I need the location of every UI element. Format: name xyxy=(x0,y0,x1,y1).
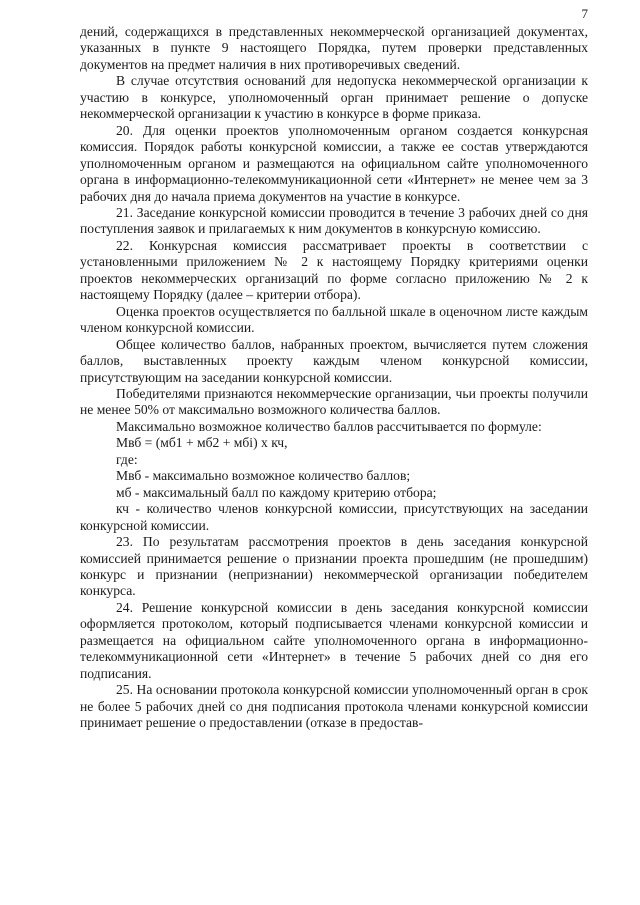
paragraph-24: 24. Решение конкурсной комиссии в день заседания конкурсной комиссии оформляется протоколом, который подписывается членами конкурсной комиссии и размещается на официальном сайте уполномоченного органа в информационно-телекоммуникационной сети «Интернет» в течение 5 рабочих дней со дня его подписания. xyxy=(80,599,588,681)
document-body xyxy=(80,24,588,731)
paragraph-total-score: Общее количество баллов, набранных проектом, вычисляется путем сложения баллов, выставленных проекту каждым членом конкурсной комиссии, присутствующим на заседании конкурсной комиссии. xyxy=(80,336,588,385)
paragraph-25: 25. На основании протокола конкурсной комиссии уполномоченный орган в срок не более 5 рабочих дней со дня подписания протокола членами конкурсной комиссии принимает решение о предоставлении (отказе в предостав- xyxy=(80,682,588,731)
paragraph-evaluation: Оценка проектов осуществляется по балльной шкале в оценочном листе каждым членом конкурсной комиссии. xyxy=(80,303,588,336)
legend-item: Мвб - максимально возможное количество баллов; xyxy=(116,468,411,484)
paragraph-22: 22. Конкурсная комиссия рассматривает проекты в соответствии с установленными приложением № 2 к настоящему Порядку критериями оценки проектов некоммерческих организаций по форме согласно приложению № 2 к настоящему Порядку (далее – критерии отбора). xyxy=(80,237,588,303)
legend-item: мб - максимальный балл по каждому критерию отбора; xyxy=(116,484,437,500)
paragraph-winners: Победителями признаются некоммерческие организации, чьи проекты получили не менее 50% от максимально возможного количества баллов. xyxy=(80,385,588,418)
where-label: где: xyxy=(116,451,138,467)
paragraph-21: 21. Заседание конкурсной комиссии проводится в течение 3 рабочих дней со дня поступления заявок и прилагаемых к ним документов в конкурсную комиссию. xyxy=(80,204,588,237)
paragraph-20: 20. Для оценки проектов уполномоченным органом создается конкурсная комиссия. Порядок работы конкурсной комиссии, а также ее состав утверждаются уполномоченным органом и размещаются на официальном сайте уполномоченного органа в информационно-телекоммуникационной сети «Интернет» не менее чем за 3 рабочих дня до начала приема документов на участие в конкурсе. xyxy=(80,122,588,204)
paragraph-formula-intro: Максимально возможное количество баллов рассчитывается по формуле: xyxy=(116,418,542,434)
paragraph-23: 23. По результатам рассмотрения проектов в день заседания конкурсной комиссией принимается решение о признании проекта прошедшим (не прошедшим) конкурс и признании (непризнании) некоммерческой организации победителем конкурса. xyxy=(80,534,588,599)
legend-item: кч - количество членов конкурсной комиссии, присутствующих на заседании конкурсной комиссии. xyxy=(80,501,588,533)
page-number: 7 xyxy=(581,6,588,21)
paragraph-admission: В случае отсутствия оснований для недопуска некоммерческой организации к участию в конкурсе, уполномоченный орган принимает решение о допуске некоммерческой организации к участию в конкурсе в форме приказа. xyxy=(80,73,588,122)
paragraph-continuation: дений, содержащихся в представленных некоммерческой организацией документах, указанных в пункте 9 настоящего Порядка, путем проверки представленных документов на предмет наличия в них противоречивых сведений. xyxy=(80,24,588,72)
formula: Мвб = (мб1 + мб2 + мбi) х кч, xyxy=(116,435,288,451)
